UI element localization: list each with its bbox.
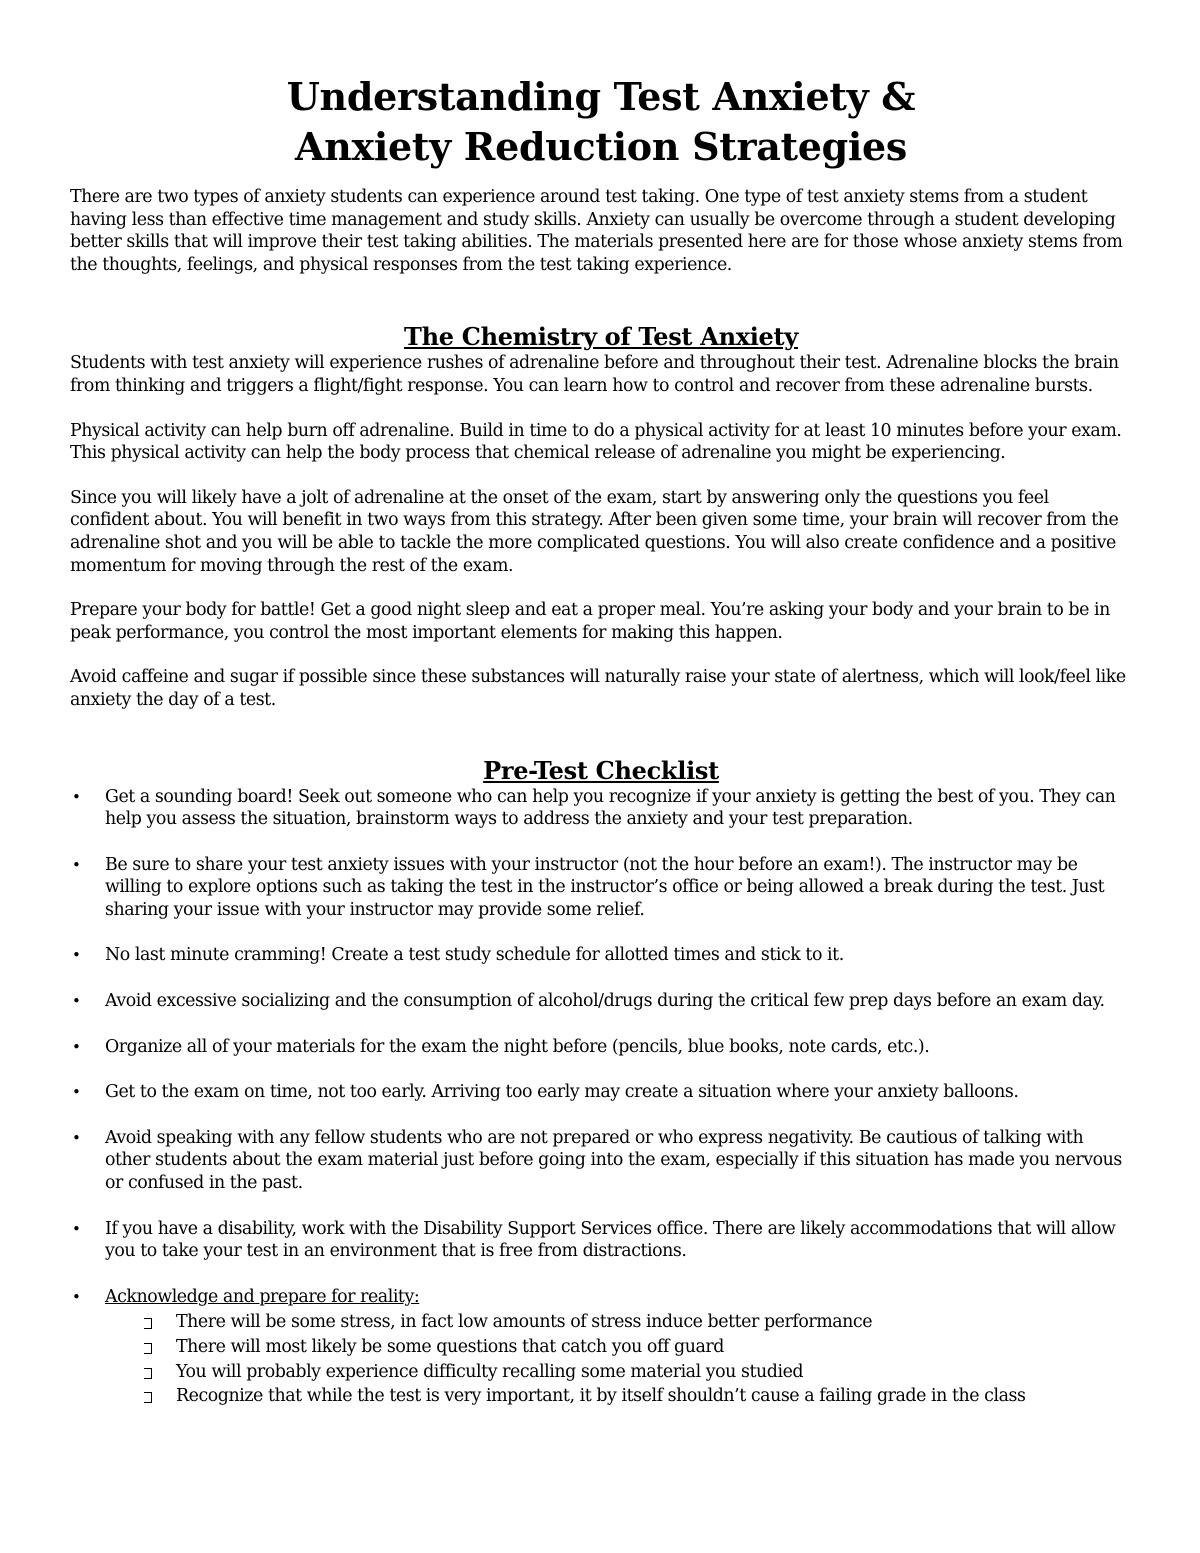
checklist-item xyxy=(70,786,1132,831)
chemistry-section xyxy=(70,352,1132,711)
intro-paragraph: There are two types of anxiety students can experience around test taking. One type of test anxiety stems from a student having less than effective time management and study skills. Anxiety can usually be overcome through a student developing better skills that will improve their test taking abilities. The materials presented here are for those whose anxiety stems from the thoughts, feelings, and physical responses from the test taking experience. xyxy=(70,187,1123,275)
bullet-icon: • xyxy=(72,1083,81,1102)
checklist-item-text: Organize all of your materials for the exam the night before (pencils, blue books, note cards, etc.). xyxy=(105,1036,930,1057)
checklist-item xyxy=(70,990,1132,1013)
checklist-item xyxy=(70,854,1132,922)
checklist-item-text: Avoid speaking with any fellow students who are not prepared or who express negativity. Be cautious of talking with other students about the exam material just before going into the exam, especially if this situation has made you nervous or confused in the past. xyxy=(105,1127,1122,1194)
checklist-item-text: No last minute cramming! Create a test study schedule for allotted times and stick to it. xyxy=(105,945,844,966)
title-line-2: Anxiety Reduction Strategies xyxy=(294,124,908,169)
chemistry-paragraph: Students with test anxiety will experience rushes of adrenaline before and throughout their test. Adrenaline blocks the brain from thinking and triggers a flight/fight response. You can learn how to control and recover from these adrenaline bursts. xyxy=(70,353,1119,396)
checklist-item xyxy=(70,944,1132,967)
checklist-item xyxy=(70,1127,1132,1195)
document-page xyxy=(70,72,1132,1409)
reality-item xyxy=(141,1360,1132,1385)
checkbox-bullet-icon xyxy=(144,1318,152,1329)
checklist-item-text: Get to the exam on time, not too early. Arriving too early may create a situation where your anxiety balloons. xyxy=(105,1082,1019,1103)
bullet-icon: • xyxy=(72,1287,81,1306)
checklist-item-text: Avoid excessive socializing and the consumption of alcohol/drugs during the critical few prep days before an exam day. xyxy=(105,991,1105,1012)
bullet-icon: • xyxy=(72,992,81,1011)
reality-item xyxy=(141,1384,1132,1409)
checkbox-bullet-icon xyxy=(144,1343,152,1354)
checklist-item xyxy=(70,1036,1132,1059)
checkbox-bullet-icon xyxy=(144,1368,152,1379)
checklist-list xyxy=(70,786,1132,1409)
reality-item xyxy=(141,1335,1132,1360)
checklist-heading: Pre-Test Checklist xyxy=(483,755,719,785)
checklist-item-reality xyxy=(70,1286,1132,1409)
bullet-icon: • xyxy=(72,1219,81,1238)
checkbox-bullet-icon xyxy=(144,1392,152,1403)
chemistry-paragraph: Prepare your body for battle! Get a good night sleep and eat a proper meal. You’re asking your body and your brain to be in peak performance, you control the most important elements for making this happen. xyxy=(70,600,1110,643)
bullet-icon: • xyxy=(72,1128,81,1147)
reality-item-text: There will most likely be some questions that catch you off guard xyxy=(176,1337,724,1357)
bullet-icon: • xyxy=(72,855,81,874)
reality-item xyxy=(141,1310,1132,1335)
chemistry-paragraph: Physical activity can help burn off adrenaline. Build in time to do a physical activity for at least 10 minutes before your exam. This physical activity can help the body process that chemical release of adrenaline you might be experiencing. xyxy=(70,420,1122,464)
checklist-item xyxy=(70,1081,1132,1104)
reality-item-text: There will be some stress, in fact low amounts of stress induce better performance xyxy=(176,1312,873,1333)
title-line-1: Understanding Test Anxiety & xyxy=(286,74,916,119)
page-title xyxy=(70,72,1132,172)
reality-item-text: Recognize that while the test is very important, it by itself shouldn’t cause a failing grade in the class xyxy=(176,1386,1026,1407)
checklist-item xyxy=(70,1218,1132,1263)
chemistry-paragraph: Since you will likely have a jolt of adrenaline at the onset of the exam, start by answering only the questions you feel confident about. You will benefit in two ways from this strategy. After been given some time, your brain will recover from the adrenaline shot and you will be able to tackle the more complicated questions. You will also create confidence and a positive momentum for moving through the rest of the exam. xyxy=(70,487,1119,576)
chemistry-heading: The Chemistry of Test Anxiety xyxy=(404,322,798,352)
checklist-item-text: If you have a disability, work with the Disability Support Services office. There are likely accommodations that will allow you to take your test in an environment that is free from distractions. xyxy=(105,1218,1116,1262)
checklist-item-text: Get a sounding board! Seek out someone who can help you recognize if your anxiety is getting the best of you. They can help you assess the situation, brainstorm ways to address the anxiety and your test preparation. xyxy=(105,786,1116,830)
bullet-icon: • xyxy=(72,787,81,806)
bullet-icon: • xyxy=(72,1037,81,1056)
checklist-item-text: Be sure to share your test anxiety issues with your instructor (not the hour before an exam!). The instructor may be willing to explore options such as taking the test in the instructor’s office or being allowed a break during the test. Just sharing your issue with your instructor may provide some relief. xyxy=(105,854,1105,920)
reality-item-text: You will probably experience difficulty recalling some material you studied xyxy=(176,1361,804,1382)
reality-sublist xyxy=(105,1310,1132,1408)
chemistry-paragraph: Avoid caffeine and sugar if possible since these substances will naturally raise your state of alertness, which will look/feel like anxiety the day of a test. xyxy=(70,667,1126,710)
bullet-icon: • xyxy=(72,946,81,965)
reality-label: Acknowledge and prepare for reality: xyxy=(105,1286,420,1307)
